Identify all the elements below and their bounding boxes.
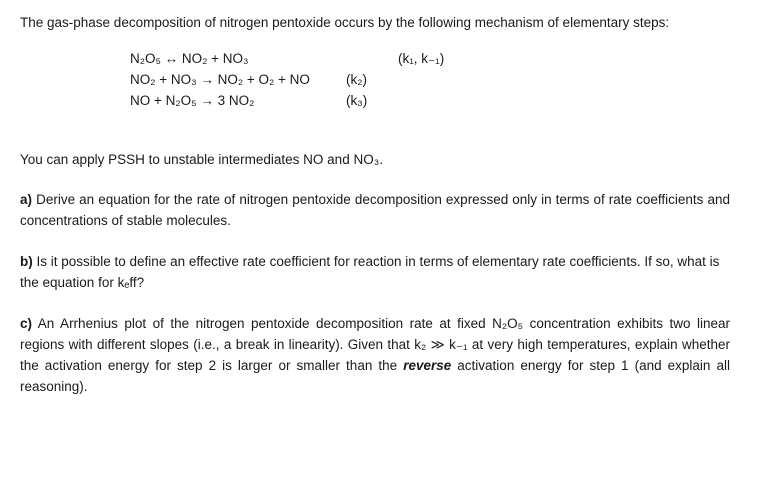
question-a-text: Derive an equation for the rate of nitrogen pentoxide decomposition expressed only in terms of rate coefficients and concentrations of stable molecules. [20, 192, 730, 228]
question-c-text-after: activation energy for step 1 (and explain all reasoning). [20, 358, 730, 394]
problem-document [20, 12, 730, 397]
question-a-label: a) [20, 192, 33, 207]
step-2-equation: NO₂ + NO₃ → NO₂ + O₂ + NO [130, 72, 310, 87]
mechanism-step-1 [130, 49, 249, 69]
question-c [20, 313, 730, 397]
step-3-equation: NO + N₂O₅ → 3 NO₂ [130, 93, 255, 108]
question-b [20, 251, 730, 293]
question-c-text-before: An Arrhenius plot of the nitrogen pentoxide decomposition rate at fixed N₂O₅ concentration exhibits two linear regions with different slopes (i.e., a break in linearity). Given that k₂ ≫ k₋₁ at very high temperatures, explain whether the activation energy for step 2 is larger or smaller than the [20, 316, 730, 373]
question-b-text: Is it possible to define an effective rate coefficient for reaction in terms of elementary rate coefficients. If so, what is the equation for kₑff? [20, 254, 720, 290]
step-1-rate-constants: (k₁, k₋₁) [398, 51, 445, 66]
step-3-rate-constant: (k₃) [346, 93, 368, 108]
question-b-label: b) [20, 254, 33, 269]
step-1-equation: N₂O₅ ↔ NO₂ + NO₃ [130, 51, 249, 66]
question-a [20, 189, 730, 231]
reaction-mechanism [20, 49, 730, 133]
question-c-label: c) [20, 316, 33, 331]
mechanism-step-3 [130, 91, 254, 111]
pssh-note: You can apply PSSH to unstable intermediates NO and NO₃. [20, 152, 383, 167]
question-c-emphasis: reverse [403, 358, 452, 373]
step-2-rate-constant: (k₂) [346, 72, 367, 87]
intro-paragraph: The gas-phase decomposition of nitrogen pentoxide occurs by the following mechanism of elementary steps: [20, 15, 670, 30]
mechanism-step-2 [130, 70, 310, 90]
